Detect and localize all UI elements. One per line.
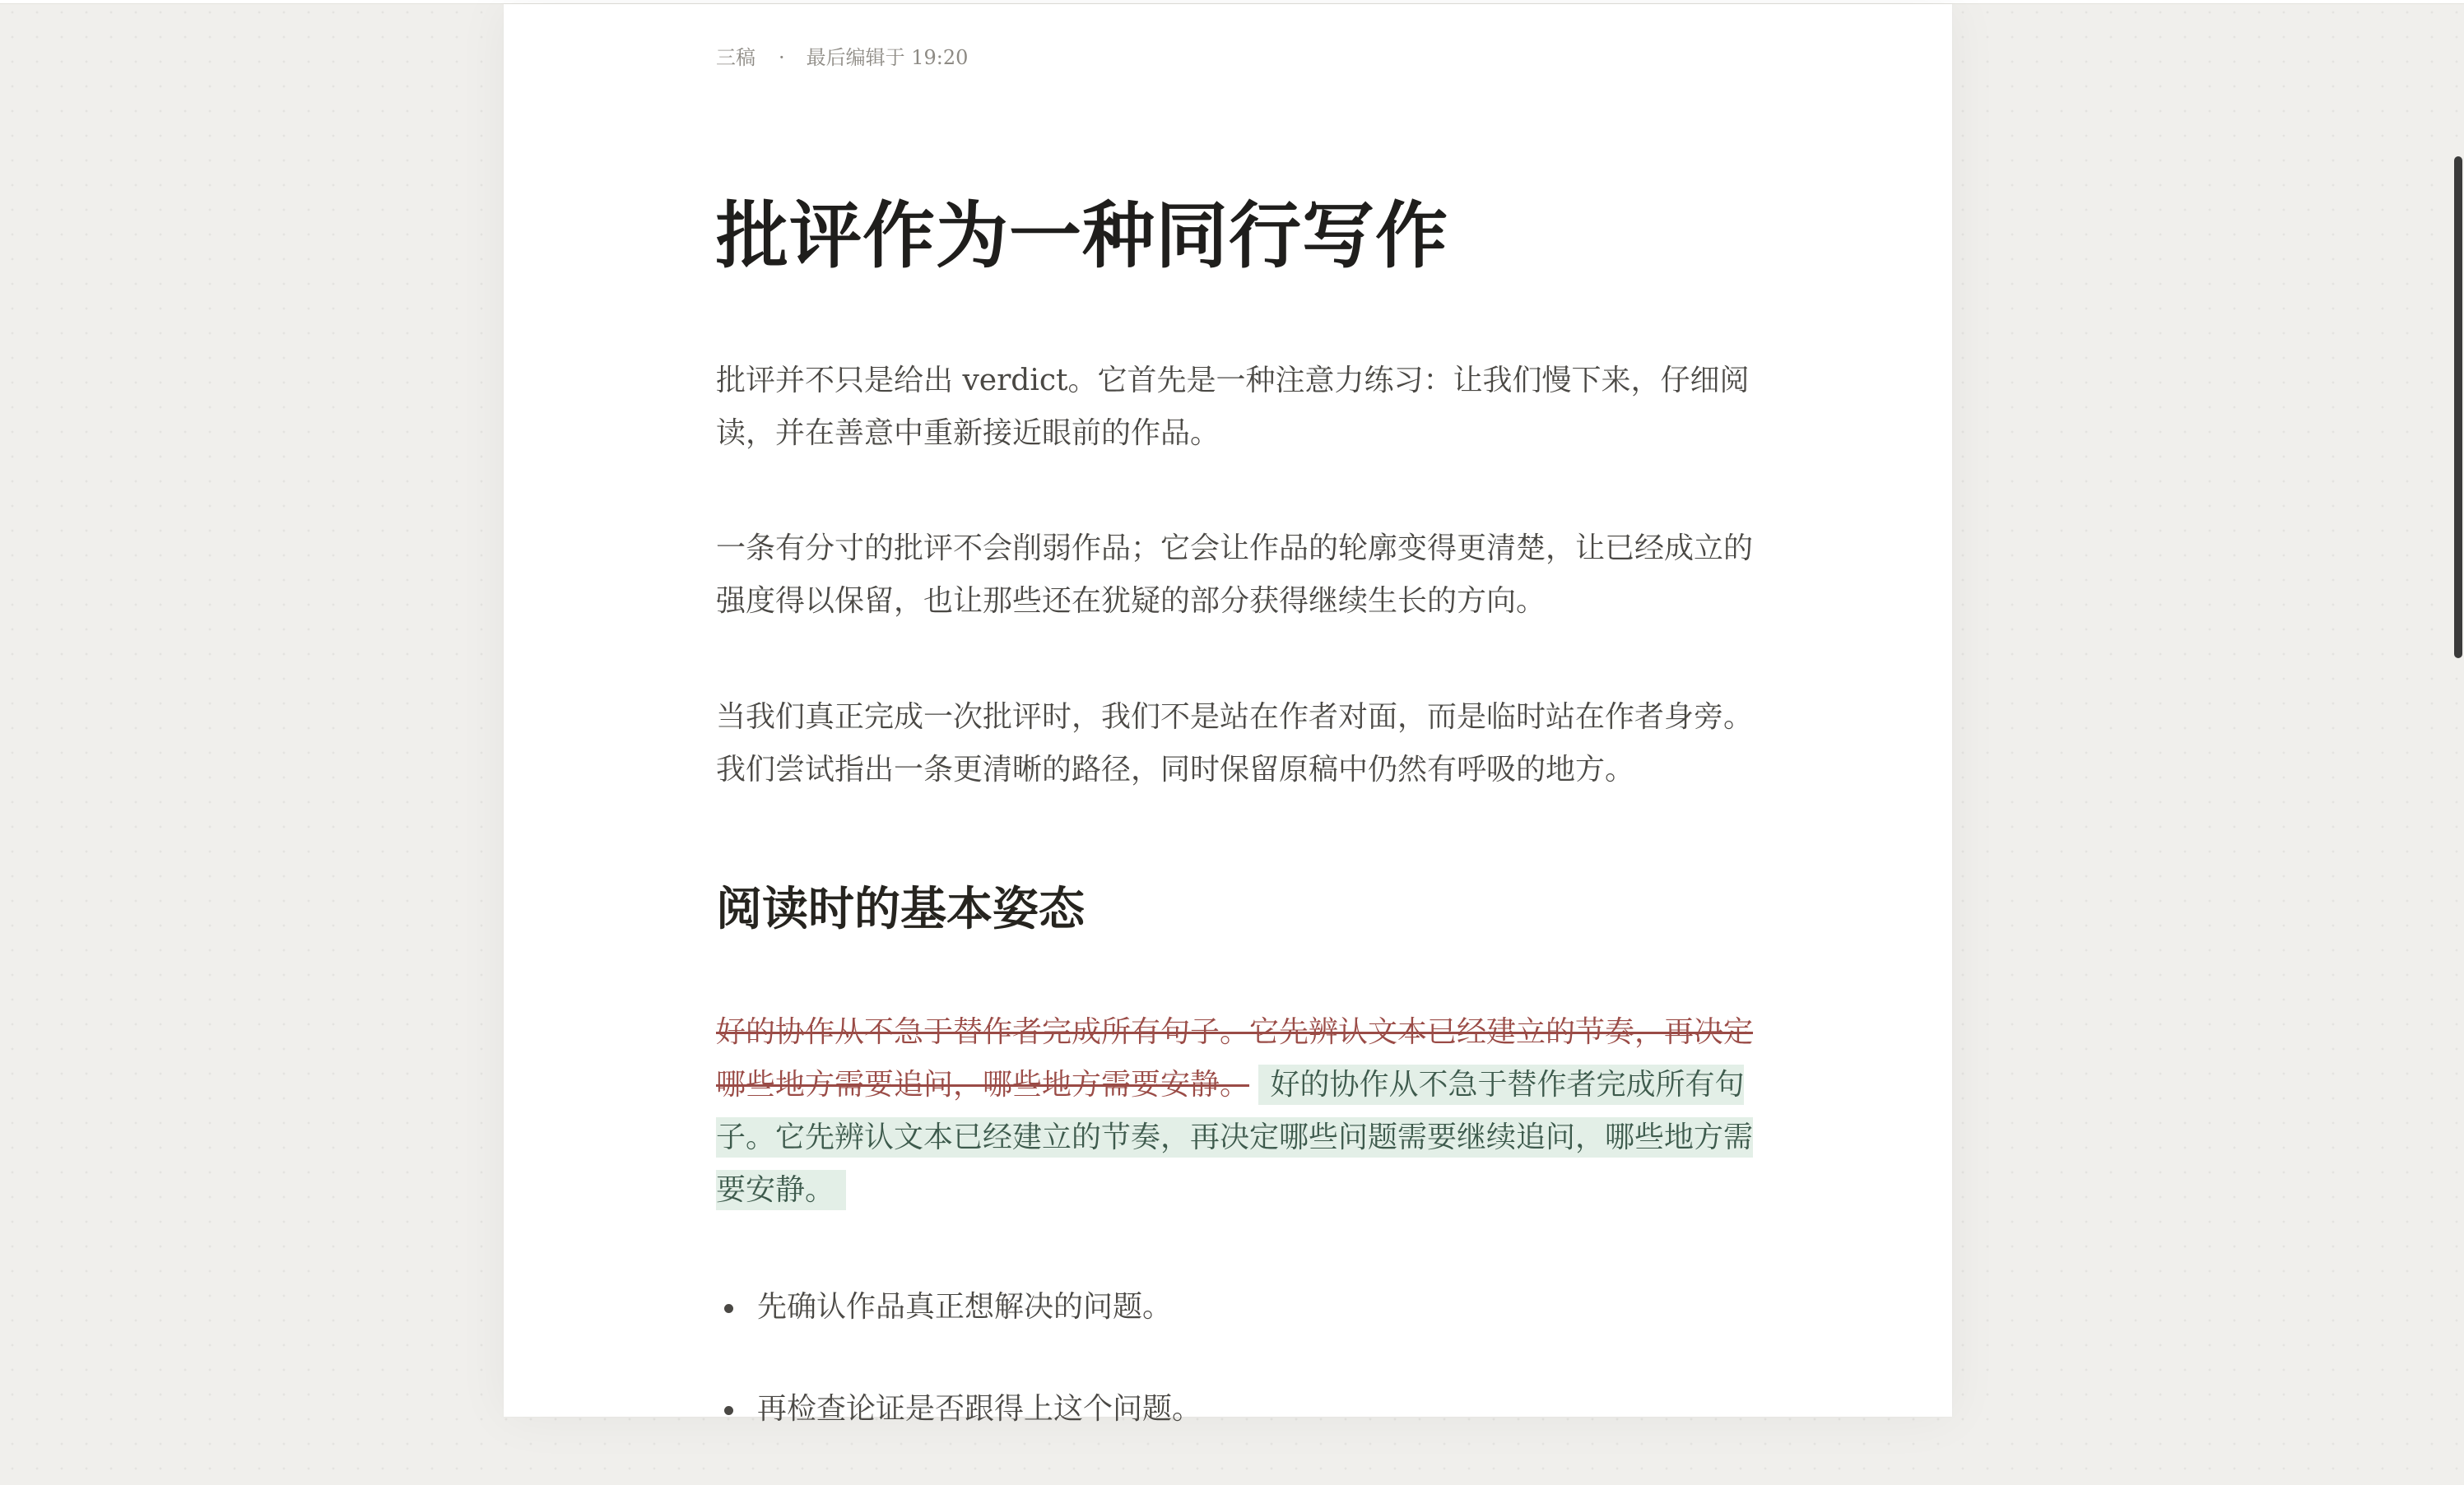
document-meta (716, 44, 968, 72)
list-item[interactable] (716, 1383, 1753, 1436)
paragraph-1[interactable]: 批评并不只是给出 verdict。它首先是一种注意力练习：让我们慢下来，仔细阅读，并在善意中重新接近眼前的作品。 (716, 364, 1750, 450)
scrollbar[interactable] (2446, 0, 2464, 1417)
document-title[interactable]: 批评作为一种同行写作 (716, 193, 1449, 278)
scrollbar-thumb[interactable] (2454, 156, 2462, 658)
deleted-text[interactable]: 好的协作从不急于替作者完成所有句子。它先辨认文本已经建立的节奏，再决定哪些地方需要追问，哪些地方需要安静。 (716, 1015, 1754, 1102)
paragraph-3[interactable]: 当我们真正完成一次批评时，我们不是站在作者对面，而是临时站在作者身旁。我们尝试指出一条更清晰的路径，同时保留原稿中仍然有呼吸的地方。 (716, 700, 1754, 787)
meta-separator: · (779, 46, 785, 69)
bullet-list (716, 1281, 1753, 1485)
list-item-text: 再检查论证是否跟得上这个问题。 (757, 1392, 1202, 1426)
list-item-text: 先确认作品真正想解决的问题。 (757, 1290, 1173, 1324)
document-page (504, 4, 1952, 1426)
tracked-change-paragraph[interactable] (716, 1006, 1753, 1217)
bullet-icon (724, 1304, 733, 1313)
bullet-icon (724, 1406, 733, 1415)
paragraph-2[interactable]: 一条有分寸的批评不会削弱作品；它会让作品的轮廓变得更清楚，让已经成立的强度得以保留，也让那些还在犹疑的部分获得继续生长的方向。 (716, 531, 1754, 618)
version-label[interactable]: 三稿 (716, 46, 755, 69)
inserted-text[interactable]: 好的协作从不急于替作者完成所有句子。它先辨认文本已经建立的节奏，再决定哪些问题需要继续追问，哪些地方需要安静。 (716, 1065, 1753, 1210)
list-item[interactable] (716, 1281, 1753, 1334)
section-heading[interactable]: 阅读时的基本姿态 (716, 882, 1085, 936)
last-edited-label: 最后编辑于 19:20 (806, 46, 969, 69)
